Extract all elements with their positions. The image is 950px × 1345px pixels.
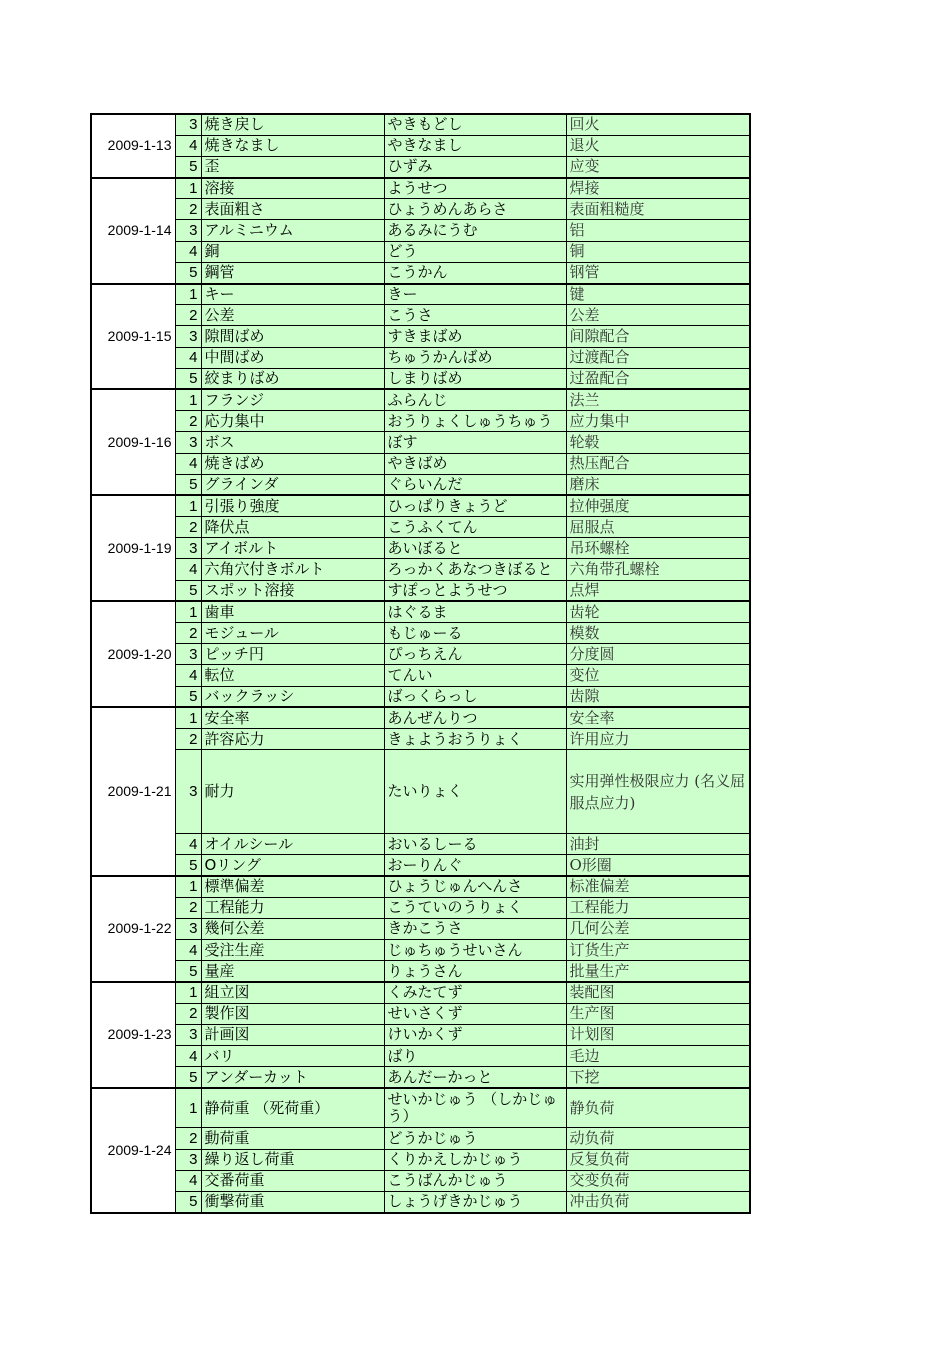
japanese-term: 応力集中 xyxy=(201,411,384,432)
kana-reading: しまりばめ xyxy=(384,368,566,389)
kana-reading: てんい xyxy=(384,665,566,686)
kana-reading: こうばんかじゅう xyxy=(384,1170,566,1191)
kana-reading: やきもどし xyxy=(384,114,566,135)
chinese-translation: 键 xyxy=(566,284,750,305)
chinese-translation: 齿隙 xyxy=(566,686,750,707)
japanese-term: 焼きなまし xyxy=(201,135,384,156)
item-number: 5 xyxy=(175,961,201,982)
chinese-translation: 表面粗糙度 xyxy=(566,199,750,220)
item-number: 5 xyxy=(175,262,201,283)
table-row xyxy=(91,326,750,347)
japanese-term: 繰り返し荷重 xyxy=(201,1149,384,1170)
item-number: 5 xyxy=(175,156,201,177)
item-number: 5 xyxy=(175,686,201,707)
kana-reading: あんだーかっと xyxy=(384,1067,566,1088)
table-row xyxy=(91,347,750,368)
date-cell: 2009-1-15 xyxy=(91,284,175,390)
chinese-translation: 毛边 xyxy=(566,1046,750,1067)
kana-reading: あいぼると xyxy=(384,538,566,559)
japanese-term: オイルシール xyxy=(201,834,384,855)
table-row xyxy=(91,220,750,241)
item-number: 2 xyxy=(175,1128,201,1149)
table-row xyxy=(91,728,750,749)
item-number: 2 xyxy=(175,199,201,220)
japanese-term: アルミニウム xyxy=(201,220,384,241)
chinese-translation: 拉伸强度 xyxy=(566,495,750,516)
chinese-translation: 订货生产 xyxy=(566,940,750,961)
kana-reading: あんぜんりつ xyxy=(384,707,566,728)
kana-reading: せいかじゅう （しかじゅう） xyxy=(384,1088,566,1128)
table-row xyxy=(91,389,750,410)
date-cell: 2009-1-20 xyxy=(91,601,175,707)
item-number: 1 xyxy=(175,982,201,1003)
kana-reading: やきなまし xyxy=(384,135,566,156)
kana-reading: きかこうさ xyxy=(384,918,566,939)
japanese-term: モジュール xyxy=(201,623,384,644)
kana-reading: ばっくらっし xyxy=(384,686,566,707)
chinese-translation: 分度圆 xyxy=(566,644,750,665)
date-cell: 2009-1-19 xyxy=(91,495,175,601)
japanese-term: 焼きばめ xyxy=(201,453,384,474)
chinese-translation: 下挖 xyxy=(566,1067,750,1088)
kana-reading: ろっかくあなつきぼると xyxy=(384,559,566,580)
item-number: 3 xyxy=(175,432,201,453)
chinese-translation: 公差 xyxy=(566,305,750,326)
item-number: 2 xyxy=(175,897,201,918)
japanese-term: 中間ばめ xyxy=(201,347,384,368)
chinese-translation: 变位 xyxy=(566,665,750,686)
chinese-translation: 反复负荷 xyxy=(566,1149,750,1170)
kana-reading: ぐらいんだ xyxy=(384,474,566,495)
chinese-translation: 生产图 xyxy=(566,1003,750,1024)
kana-reading: くりかえしかじゅう xyxy=(384,1149,566,1170)
date-cell: 2009-1-14 xyxy=(91,178,175,284)
kana-reading: くみたてず xyxy=(384,982,566,1003)
item-number: 4 xyxy=(175,453,201,474)
item-number: 3 xyxy=(175,644,201,665)
kana-reading: もじゅーる xyxy=(384,623,566,644)
kana-reading: はぐるま xyxy=(384,601,566,622)
kana-reading: すきまばめ xyxy=(384,326,566,347)
table-row xyxy=(91,750,750,834)
item-number: 5 xyxy=(175,1191,201,1212)
chinese-translation: O形圈 xyxy=(566,855,750,876)
item-number: 5 xyxy=(175,580,201,601)
kana-reading: どう xyxy=(384,241,566,262)
table-row xyxy=(91,961,750,982)
chinese-translation: 间隙配合 xyxy=(566,326,750,347)
japanese-term: Oリング xyxy=(201,855,384,876)
chinese-translation: 热压配合 xyxy=(566,453,750,474)
japanese-term: グラインダ xyxy=(201,474,384,495)
japanese-term: バリ xyxy=(201,1046,384,1067)
japanese-term: アンダーカット xyxy=(201,1067,384,1088)
chinese-translation: 钢管 xyxy=(566,262,750,283)
kana-reading: けいかくず xyxy=(384,1024,566,1045)
japanese-term: 標準偏差 xyxy=(201,876,384,897)
japanese-term: 降伏点 xyxy=(201,517,384,538)
kana-reading: ちゅうかんばめ xyxy=(384,347,566,368)
item-number: 1 xyxy=(175,876,201,897)
chinese-translation: 几何公差 xyxy=(566,918,750,939)
japanese-term: 安全率 xyxy=(201,707,384,728)
table-row xyxy=(91,1024,750,1045)
kana-reading: ひょうめんあらさ xyxy=(384,199,566,220)
table-row xyxy=(91,982,750,1003)
item-number: 3 xyxy=(175,220,201,241)
table-row xyxy=(91,580,750,601)
table-row xyxy=(91,686,750,707)
kana-reading: あるみにうむ xyxy=(384,220,566,241)
kana-reading: こうかん xyxy=(384,262,566,283)
chinese-translation: 应变 xyxy=(566,156,750,177)
table-row xyxy=(91,834,750,855)
table-row xyxy=(91,453,750,474)
japanese-term: 表面粗さ xyxy=(201,199,384,220)
table-row xyxy=(91,241,750,262)
chinese-translation: 标准偏差 xyxy=(566,876,750,897)
table-row xyxy=(91,411,750,432)
item-number: 1 xyxy=(175,601,201,622)
chinese-translation: 冲击负荷 xyxy=(566,1191,750,1212)
item-number: 1 xyxy=(175,1088,201,1128)
table-row xyxy=(91,707,750,728)
chinese-translation: 回火 xyxy=(566,114,750,135)
kana-reading: こうていのうりょく xyxy=(384,897,566,918)
kana-reading: りょうさん xyxy=(384,961,566,982)
item-number: 2 xyxy=(175,728,201,749)
item-number: 3 xyxy=(175,326,201,347)
kana-reading: せいさくず xyxy=(384,1003,566,1024)
chinese-translation: 安全率 xyxy=(566,707,750,728)
item-number: 4 xyxy=(175,135,201,156)
japanese-term: 量産 xyxy=(201,961,384,982)
japanese-term: 公差 xyxy=(201,305,384,326)
japanese-term: 製作図 xyxy=(201,1003,384,1024)
japanese-term: 交番荷重 xyxy=(201,1170,384,1191)
table-row xyxy=(91,368,750,389)
table-row xyxy=(91,305,750,326)
item-number: 1 xyxy=(175,495,201,516)
item-number: 1 xyxy=(175,178,201,199)
item-number: 4 xyxy=(175,940,201,961)
chinese-translation: 磨床 xyxy=(566,474,750,495)
japanese-term: 工程能力 xyxy=(201,897,384,918)
item-number: 4 xyxy=(175,559,201,580)
table-row xyxy=(91,623,750,644)
item-number: 1 xyxy=(175,707,201,728)
table-row xyxy=(91,855,750,876)
chinese-translation: 批量生产 xyxy=(566,961,750,982)
japanese-term: 静荷重 （死荷重） xyxy=(201,1088,384,1128)
item-number: 2 xyxy=(175,517,201,538)
item-number: 3 xyxy=(175,1149,201,1170)
japanese-term: ボス xyxy=(201,432,384,453)
table-row xyxy=(91,918,750,939)
item-number: 2 xyxy=(175,1003,201,1024)
item-number: 4 xyxy=(175,834,201,855)
vocabulary-table xyxy=(90,113,751,1214)
kana-reading: ひっぱりきょうど xyxy=(384,495,566,516)
kana-reading: たいりょく xyxy=(384,750,566,834)
item-number: 3 xyxy=(175,1024,201,1045)
table-row xyxy=(91,1191,750,1212)
table-row xyxy=(91,495,750,516)
item-number: 1 xyxy=(175,389,201,410)
table-row xyxy=(91,1170,750,1191)
table-row xyxy=(91,1046,750,1067)
chinese-translation: 动负荷 xyxy=(566,1128,750,1149)
japanese-term: 受注生産 xyxy=(201,940,384,961)
japanese-term: キー xyxy=(201,284,384,305)
table-row xyxy=(91,1067,750,1088)
japanese-term: ピッチ円 xyxy=(201,644,384,665)
date-cell: 2009-1-13 xyxy=(91,114,175,178)
chinese-translation: 许用应力 xyxy=(566,728,750,749)
table-row xyxy=(91,135,750,156)
table-row xyxy=(91,199,750,220)
date-cell: 2009-1-16 xyxy=(91,389,175,495)
kana-reading: ぴっちえん xyxy=(384,644,566,665)
japanese-term: 歪 xyxy=(201,156,384,177)
chinese-translation: 交变负荷 xyxy=(566,1170,750,1191)
chinese-translation: 过盈配合 xyxy=(566,368,750,389)
table-row xyxy=(91,897,750,918)
chinese-translation: 铝 xyxy=(566,220,750,241)
date-cell: 2009-1-21 xyxy=(91,707,175,876)
kana-reading: どうかじゅう xyxy=(384,1128,566,1149)
kana-reading: おいるしーる xyxy=(384,834,566,855)
table-row xyxy=(91,1003,750,1024)
table-row xyxy=(91,156,750,177)
table-row xyxy=(91,1088,750,1128)
item-number: 3 xyxy=(175,750,201,834)
item-number: 5 xyxy=(175,474,201,495)
table-row xyxy=(91,432,750,453)
table-row xyxy=(91,517,750,538)
chinese-translation: 模数 xyxy=(566,623,750,644)
chinese-translation: 屈服点 xyxy=(566,517,750,538)
item-number: 5 xyxy=(175,855,201,876)
chinese-translation: 法兰 xyxy=(566,389,750,410)
date-cell: 2009-1-24 xyxy=(91,1088,175,1213)
chinese-translation: 齿轮 xyxy=(566,601,750,622)
chinese-translation: 静负荷 xyxy=(566,1088,750,1128)
japanese-term: 組立図 xyxy=(201,982,384,1003)
japanese-term: バックラッシ xyxy=(201,686,384,707)
item-number: 4 xyxy=(175,241,201,262)
item-number: 4 xyxy=(175,1170,201,1191)
kana-reading: ふらんじ xyxy=(384,389,566,410)
chinese-translation: 轮毂 xyxy=(566,432,750,453)
japanese-term: 計画図 xyxy=(201,1024,384,1045)
table-row xyxy=(91,178,750,199)
table-row xyxy=(91,559,750,580)
kana-reading: じゅちゅうせいさん xyxy=(384,940,566,961)
chinese-translation: 焊接 xyxy=(566,178,750,199)
date-cell: 2009-1-22 xyxy=(91,876,175,982)
date-cell: 2009-1-23 xyxy=(91,982,175,1088)
item-number: 2 xyxy=(175,623,201,644)
kana-reading: しょうげきかじゅう xyxy=(384,1191,566,1212)
japanese-term: 六角穴付きボルト xyxy=(201,559,384,580)
kana-reading: すぽっとようせつ xyxy=(384,580,566,601)
japanese-term: 引張り強度 xyxy=(201,495,384,516)
item-number: 3 xyxy=(175,538,201,559)
item-number: 4 xyxy=(175,1046,201,1067)
table-row xyxy=(91,538,750,559)
kana-reading: ばり xyxy=(384,1046,566,1067)
kana-reading: ひょうじゅんへんさ xyxy=(384,876,566,897)
chinese-translation: 退火 xyxy=(566,135,750,156)
vocabulary-table-body xyxy=(91,114,750,1213)
chinese-translation: 点焊 xyxy=(566,580,750,601)
kana-reading: ようせつ xyxy=(384,178,566,199)
japanese-term: 転位 xyxy=(201,665,384,686)
kana-reading: ひずみ xyxy=(384,156,566,177)
kana-reading: こうさ xyxy=(384,305,566,326)
chinese-translation: 应力集中 xyxy=(566,411,750,432)
table-row xyxy=(91,262,750,283)
kana-reading: きー xyxy=(384,284,566,305)
chinese-translation: 实用弹性极限应力 (名义屈服点应力) xyxy=(566,750,750,834)
japanese-term: フランジ xyxy=(201,389,384,410)
chinese-translation: 六角带孔螺栓 xyxy=(566,559,750,580)
chinese-translation: 吊环螺栓 xyxy=(566,538,750,559)
item-number: 5 xyxy=(175,1067,201,1088)
japanese-term: 絞まりばめ xyxy=(201,368,384,389)
japanese-term: スポット溶接 xyxy=(201,580,384,601)
table-row xyxy=(91,601,750,622)
kana-reading: ぼす xyxy=(384,432,566,453)
item-number: 3 xyxy=(175,918,201,939)
japanese-term: 隙間ばめ xyxy=(201,326,384,347)
table-row xyxy=(91,474,750,495)
japanese-term: 耐力 xyxy=(201,750,384,834)
chinese-translation: 装配图 xyxy=(566,982,750,1003)
table-row xyxy=(91,665,750,686)
japanese-term: アイボルト xyxy=(201,538,384,559)
table-row xyxy=(91,114,750,135)
japanese-term: 溶接 xyxy=(201,178,384,199)
item-number: 2 xyxy=(175,305,201,326)
japanese-term: 焼き戻し xyxy=(201,114,384,135)
table-row xyxy=(91,940,750,961)
kana-reading: きょようおうりょく xyxy=(384,728,566,749)
chinese-translation: 油封 xyxy=(566,834,750,855)
japanese-term: 許容応力 xyxy=(201,728,384,749)
japanese-term: 歯車 xyxy=(201,601,384,622)
japanese-term: 銅 xyxy=(201,241,384,262)
item-number: 4 xyxy=(175,347,201,368)
item-number: 3 xyxy=(175,114,201,135)
item-number: 2 xyxy=(175,411,201,432)
chinese-translation: 计划图 xyxy=(566,1024,750,1045)
table-row xyxy=(91,644,750,665)
item-number: 4 xyxy=(175,665,201,686)
kana-reading: こうふくてん xyxy=(384,517,566,538)
table-row xyxy=(91,876,750,897)
table-row xyxy=(91,1128,750,1149)
japanese-term: 幾何公差 xyxy=(201,918,384,939)
table-row xyxy=(91,1149,750,1170)
chinese-translation: 铜 xyxy=(566,241,750,262)
chinese-translation: 过渡配合 xyxy=(566,347,750,368)
kana-reading: やきばめ xyxy=(384,453,566,474)
kana-reading: おーりんぐ xyxy=(384,855,566,876)
japanese-term: 鋼管 xyxy=(201,262,384,283)
item-number: 1 xyxy=(175,284,201,305)
kana-reading: おうりょくしゅうちゅう xyxy=(384,411,566,432)
item-number: 5 xyxy=(175,368,201,389)
table-row xyxy=(91,284,750,305)
chinese-translation: 工程能力 xyxy=(566,897,750,918)
japanese-term: 衝撃荷重 xyxy=(201,1191,384,1212)
japanese-term: 動荷重 xyxy=(201,1128,384,1149)
